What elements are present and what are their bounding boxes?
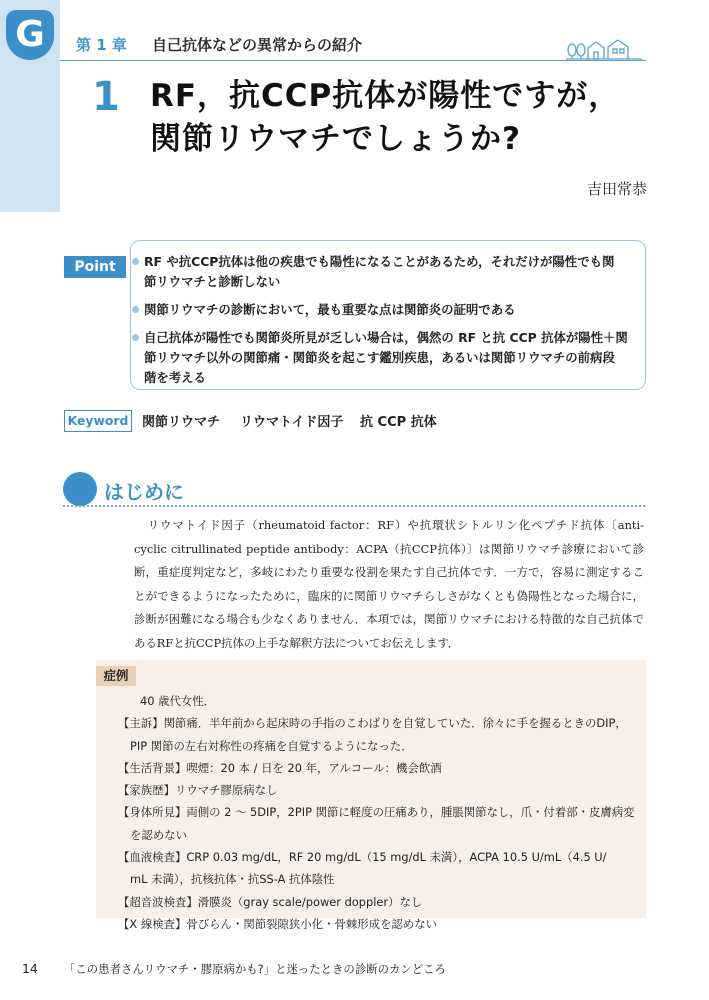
- case-line: 40 歳代女性．: [140, 694, 216, 708]
- houses-icon: [566, 38, 642, 60]
- point-label: Point: [64, 256, 126, 278]
- intro-paragraph: リウマトイド因子（rheumatoid factor：RF）や抗環状シトルリン化ペプチド抗体〔anti-cyclic citrullinated peptide antibody：ACPA（抗CCP抗体）〕は関節リウマチ診療において診断，重症度判定など，多岐にわたり重要な役割を果たす自己抗体です．一方で，容易に測定することができるようになったために，臨床的に関節リウマチらしさがなくとも偽陽性となった場合に，診断が困難になる場合も少なくありません．本項では，関節リウマチにおける特徴的な自己抗体であるRFと抗CCP抗体の上手な解釈方法についてお伝えします．: [134, 518, 644, 650]
- author-name: 吉田常恭: [586, 180, 647, 198]
- article-title-line: RF，抗CCP抗体が陽性ですが，: [150, 78, 621, 114]
- keyword-label: Keyword: [64, 410, 132, 432]
- chapter-label: 第 1 章: [76, 36, 127, 54]
- case-line: 【生活背景】喫煙：20 本 / 日を 20 年，アルコール：機会飲酒: [118, 760, 442, 775]
- section-title: はじめに: [104, 480, 184, 504]
- bullet-icon: [132, 334, 139, 341]
- bullet-icon: [132, 258, 139, 265]
- article-title-line: 関節リウマチでしょうか?: [150, 121, 521, 157]
- footer-book-title: 「この患者さんリウマチ・膠原病かも?」と迷ったときの診断のカンどころ: [64, 962, 446, 976]
- case-line: 【身体所見】両側の 2 ～ 5DIP，2PIP 関節に軽度の圧痛あり，腫脹関節なし，爪・付着部・皮膚病変: [118, 805, 635, 820]
- article-number: 1: [92, 74, 120, 120]
- case-line: 【X 線検査】骨びらん・関節裂隙狭小化・骨棘形成を認めない: [118, 916, 437, 931]
- case-line: PIP 関節の左右対称性の疼痛を自覚するようになった．: [130, 738, 413, 753]
- point-list: [130, 252, 634, 396]
- point-item: 自己抗体が陽性でも関節炎所見が乏しい場合は，偶然の RF と抗 CCP 抗体が陽性＋関 節リウマチ以外の関節痛・関節炎を起こす鑑別疾患，あるいは関節リウマチの前病段 階を考える: [130, 328, 634, 388]
- keyword-item: 抗 CCP 抗体: [360, 415, 437, 430]
- case-line: を認めない: [130, 827, 187, 842]
- chapter-letter-badge: G: [6, 10, 54, 60]
- keyword-item: リウマトイド因子: [240, 415, 344, 430]
- case-details: [118, 690, 638, 935]
- article-title: [150, 75, 660, 161]
- case-line: mL 未満），抗核抗体・抗SS-A 抗体陰性: [130, 872, 335, 887]
- bullet-icon: [132, 306, 139, 313]
- point-item: 関節リウマチの診断において，最も重要な点は関節炎の証明である: [130, 300, 634, 320]
- header-rule: [60, 60, 646, 61]
- case-tag: 症例: [96, 666, 136, 686]
- keyword-item: 関節リウマチ: [142, 415, 221, 430]
- chapter-title: 自己抗体などの異常からの紹介: [152, 36, 363, 54]
- page-number: 14: [22, 961, 38, 976]
- point-item: RF や抗CCP抗体は他の疾患でも陽性になることがあるため，それだけが陽性でも関 節リウマチと診断しない: [130, 252, 634, 292]
- case-line: 【主訴】関節痛．半年前から起床時の手指のこわばりを自覚していた．徐々に手を握るときのDIP，: [118, 716, 627, 731]
- section-circle-icon: [63, 472, 97, 506]
- case-line: 【超音波検査】滑膜炎（gray scale/power doppler）なし: [118, 894, 423, 909]
- case-line: 【家族歴】リウマチ膠原病なし: [118, 783, 278, 798]
- case-line: 【血液検査】CRP 0.03 mg/dL，RF 20 mg/dL（15 mg/dL 未満），ACPA 10.5 U/mL（4.5 U/: [118, 850, 607, 865]
- section-rule: [63, 505, 645, 507]
